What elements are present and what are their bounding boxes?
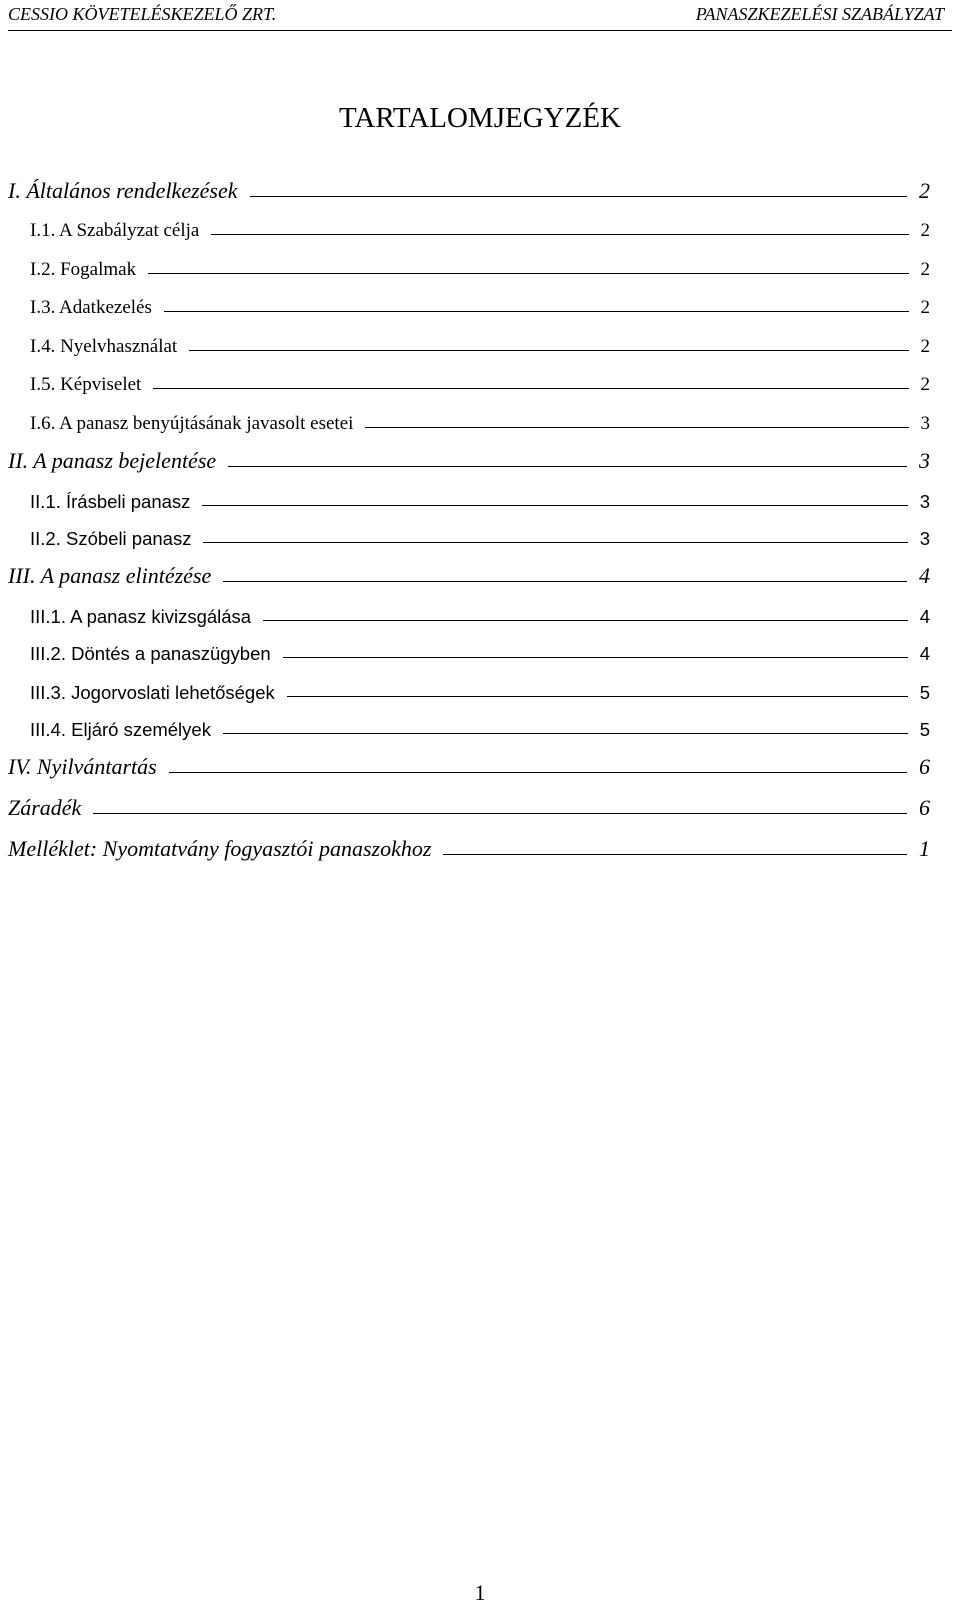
toc-entry-page: 5 <box>919 719 930 740</box>
toc-leader <box>211 233 908 235</box>
toc-leader <box>223 580 907 582</box>
page-header <box>8 0 952 31</box>
toc-entry-label: III.3. Jogorvoslati lehetőségek <box>30 682 275 703</box>
toc-leader <box>228 465 907 467</box>
toc-leader <box>169 771 907 773</box>
toc-entry-label: IV. Nyilvántartás <box>8 754 157 779</box>
toc-entry-page: 3 <box>919 491 930 512</box>
toc-leader <box>189 349 908 351</box>
toc-entry-recommended-cases[interactable] <box>30 405 930 435</box>
toc-entry-label: III.1. A panasz kivizsgálása <box>30 606 252 627</box>
toc-entry-label: III. A panasz elintézése <box>8 563 212 588</box>
toc-entry-page: 3 <box>919 448 930 473</box>
toc-leader <box>287 695 908 697</box>
toc-entry-purpose[interactable] <box>30 212 930 242</box>
toc-entry-label: I. Általános rendelkezések <box>8 178 238 203</box>
toc-entry-oral-complaint[interactable] <box>30 520 930 550</box>
toc-entry-written-complaint[interactable] <box>30 483 930 513</box>
toc-entry-label: I.3. Adatkezelés <box>30 297 152 318</box>
toc-entry-page: 3 <box>919 528 930 549</box>
toc-entry-page: 1 <box>919 836 930 861</box>
toc-leader <box>223 732 908 734</box>
toc-entry-label: I.2. Fogalmak <box>30 259 137 280</box>
toc-entry-page: 6 <box>919 795 930 820</box>
toc-leader <box>443 853 907 855</box>
toc-entry-clause[interactable] <box>8 791 930 821</box>
toc-entry-acting-persons[interactable] <box>30 711 930 741</box>
toc-entry-page: 4 <box>919 563 930 588</box>
toc-entry-label: I.6. A panasz benyújtásának javasolt esetei <box>30 413 354 434</box>
toc-entry-label: I.1. A Szabályzat célja <box>30 220 200 241</box>
toc-leader <box>250 195 908 197</box>
toc-entry-investigation[interactable] <box>30 598 930 628</box>
toc-leader <box>202 504 907 506</box>
toc-entry-page: 2 <box>920 336 930 357</box>
toc-entry-label: Záradék <box>8 795 82 820</box>
toc-entry-data-management[interactable] <box>30 289 930 319</box>
toc-entry-page: 5 <box>919 682 930 703</box>
toc-entry-page: 2 <box>920 220 930 241</box>
toc-entry-language-use[interactable] <box>30 328 930 358</box>
toc-leader <box>365 426 908 428</box>
toc-leader <box>148 272 908 274</box>
toc-entry-page: 3 <box>920 413 930 434</box>
toc-leader <box>93 812 907 814</box>
page-number: 1 <box>474 1580 486 1605</box>
toc-entry-complaint-handling[interactable] <box>8 559 930 589</box>
toc-leader <box>263 619 908 621</box>
toc-entry-legal-remedies[interactable] <box>30 674 930 704</box>
toc-entry-label: I.4. Nyelvhasználat <box>30 336 178 357</box>
toc-entry-page: 2 <box>920 259 930 280</box>
toc-entry-label: III.2. Döntés a panaszügyben <box>30 643 271 664</box>
toc-entry-page: 2 <box>920 297 930 318</box>
toc-leader <box>203 541 907 543</box>
toc-leader <box>153 387 908 389</box>
toc-entry-label: II.2. Szóbeli panasz <box>30 528 192 549</box>
toc-entry-page: 2 <box>919 178 930 203</box>
toc-entry-page: 4 <box>919 606 930 627</box>
toc-entry-label: I.5. Képviselet <box>30 374 142 395</box>
toc-entry-label: II.1. Írásbeli panasz <box>30 491 191 512</box>
toc-leader <box>283 656 908 658</box>
page-title: TARTALOMJEGYZÉK <box>339 102 621 134</box>
toc-entry-label: III.4. Eljáró személyek <box>30 719 211 740</box>
toc-entry-label: II. A panasz bejelentése <box>8 448 217 473</box>
toc-leader <box>164 310 909 312</box>
header-document-title: PANASZKEZELÉSI SZABÁLYZAT <box>695 4 944 24</box>
toc-entry-records[interactable] <box>8 750 930 780</box>
toc-entry-page: 2 <box>920 374 930 395</box>
toc-entry-appendix[interactable] <box>8 832 930 862</box>
header-company: CESSIO KÖVETELÉSKEZELŐ ZRT. <box>8 4 277 24</box>
toc-entry-general-provisions[interactable] <box>8 174 930 204</box>
toc-entry-page: 6 <box>919 754 930 779</box>
toc-entry-definitions[interactable] <box>30 251 930 281</box>
toc-entry-label: Melléklet: Nyomtatvány fogyasztói panaszokhoz <box>8 836 432 861</box>
toc-entry-representation[interactable] <box>30 366 930 396</box>
toc-entry-complaint-filing[interactable] <box>8 444 930 474</box>
toc-entry-page: 4 <box>919 643 930 664</box>
toc-entry-decision[interactable] <box>30 635 930 665</box>
